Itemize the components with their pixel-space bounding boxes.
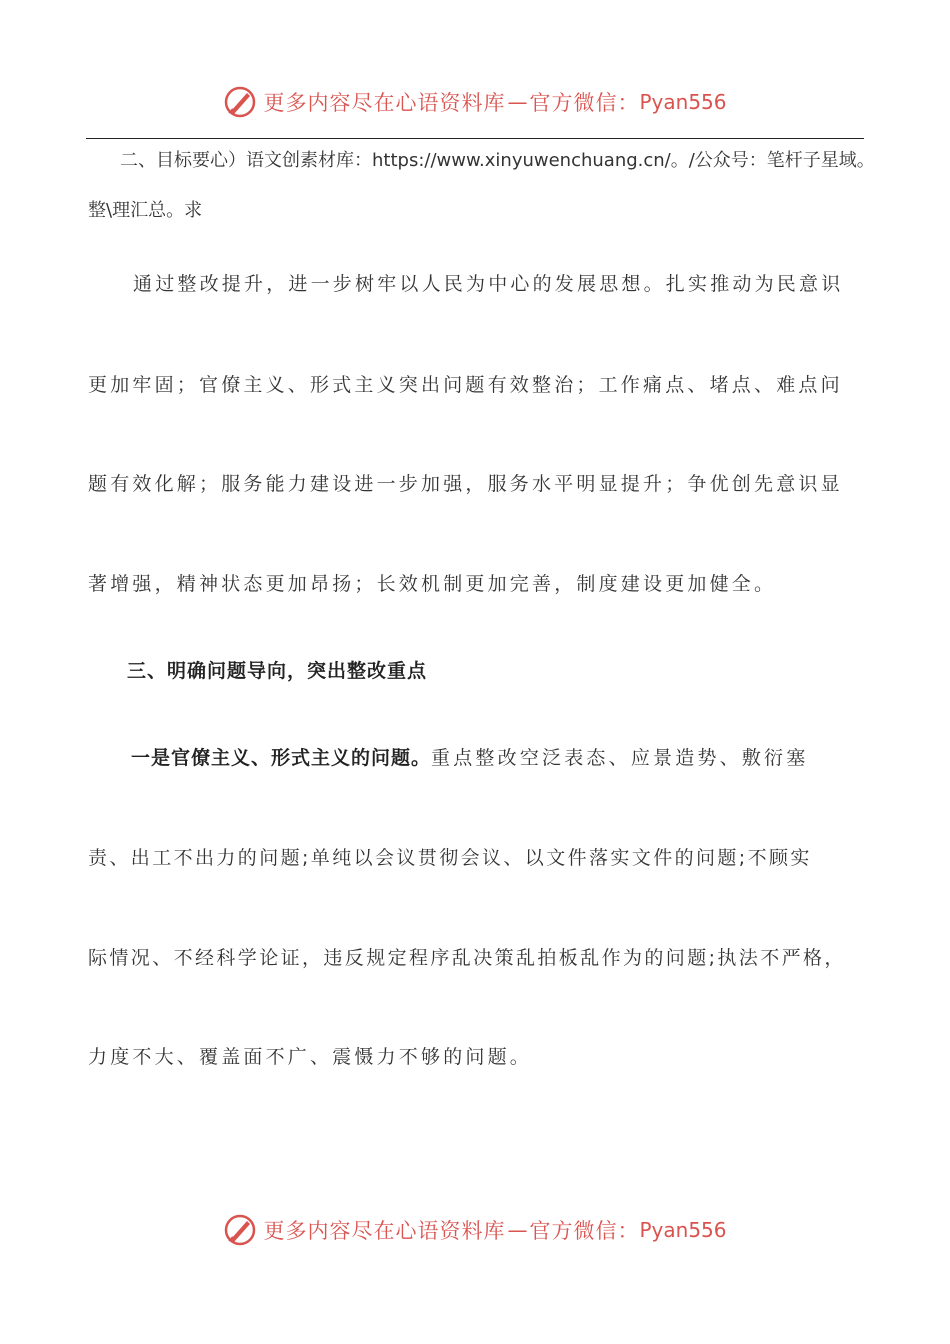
para1-line-2: 更加牢固；官僚主义、形式主义突出问题有效整治；工作痛点、堵点、难点问 (88, 374, 843, 396)
para2-line-3: 际情况、不经科学论证，违反规定程序乱决策乱拍板乱作为的问题;执法不严格， (88, 947, 846, 969)
quill-pen-logo-icon (223, 1213, 257, 1247)
banner-text: 更多内容尽在心语资料库 (263, 91, 506, 115)
wechat-label: 官方微信： (529, 1219, 640, 1243)
para1-line-4: 著增强，精神状态更加昂扬；长效机制更加完善，制度建设更加健全。 (88, 573, 777, 595)
para2-line-4: 力度不大、覆盖面不广、震慑力不够的问题。 (88, 1046, 533, 1068)
header-divider (86, 138, 864, 139)
para2-line-1 (131, 743, 808, 770)
header-banner (0, 82, 950, 122)
wechat-id: Pyan556 (639, 90, 727, 114)
quill-pen-logo-icon (223, 85, 257, 119)
wechat-id: Pyan556 (639, 1218, 727, 1242)
body-line-2: 整\理汇总。求 (88, 200, 203, 221)
banner-separator: — (507, 90, 528, 114)
banner-separator: — (507, 1218, 528, 1242)
footer-banner (0, 1210, 950, 1250)
para2-lead-rest: 重点整改空泛表态、应景造势、敷衍塞 (431, 747, 809, 769)
para1-line-3: 题有效化解；服务能力建设进一步加强，服务水平明显提升；争优创先意识显 (88, 473, 843, 495)
body-line-1: 二、目标要心）语文创素材库：https://www.xinyuwenchuang.cn/。/公众号：笔杆子星域。 (120, 150, 875, 171)
banner-text: 更多内容尽在心语资料库 (263, 1219, 506, 1243)
para1-line-1: 通过整改提升，进一步树牢以人民为中心的发展思想。扎实推动为民意识 (133, 273, 844, 295)
section-heading-3: 三、明确问题导向，突出整改重点 (127, 660, 428, 682)
para2-line-2: 责、出工不出力的问题;单纯以会议贯彻会议、以文件落实文件的问题;不顾实 (88, 847, 812, 869)
wechat-label: 官方微信： (529, 91, 640, 115)
para2-bold-lead: 一是官僚主义、形式主义的问题。 (131, 747, 432, 769)
